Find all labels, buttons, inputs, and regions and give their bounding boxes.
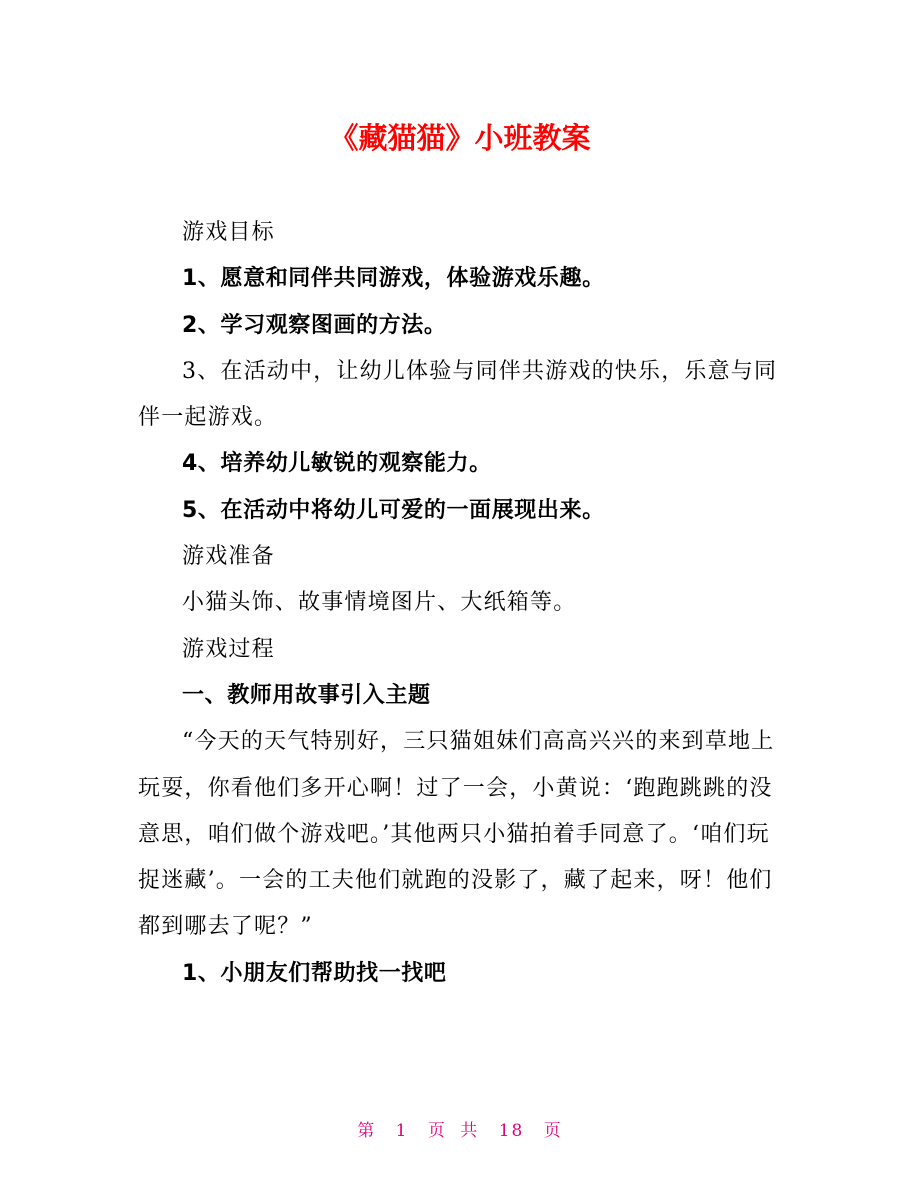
goal-item-5: 5、在活动中将幼儿可爱的一面展现出来。 [182, 497, 605, 523]
section-heading-process: 游戏过程 [182, 636, 275, 662]
footer-prefix: 第 [357, 1121, 377, 1141]
goal-item-2: 2、学习观察图画的方法。 [182, 312, 447, 338]
process-step-1-heading: 一、教师用故事引入主题 [182, 682, 431, 708]
footer-suffix: 页 [543, 1121, 563, 1141]
goal-item-1: 1、愿意和同伴共同游戏，体验游戏乐趣。 [182, 266, 605, 292]
goal-item-4: 4、培养幼儿敏锐的观察能力。 [182, 451, 492, 477]
page-footer [0, 1116, 920, 1141]
document-body [138, 210, 788, 997]
section-heading-preparation: 游戏准备 [182, 544, 275, 570]
goal-item-3: 3、在活动中，让幼儿体验与同伴共游戏的快乐，乐意与同伴一起游戏。 [138, 358, 778, 431]
section-heading-goals: 游戏目标 [182, 220, 275, 245]
document-title: 《藏猫猫》小班教案 [329, 121, 591, 155]
process-substep-1: 1、小朋友们帮助找一找吧 [182, 960, 447, 986]
preparation-materials: 小猫头饰、故事情境图片、大纸箱等。 [182, 590, 577, 616]
footer-page-number: 1 [395, 1121, 409, 1141]
footer-total-pages: 18 [498, 1121, 525, 1141]
story-paragraph: “今天的天气特别好，三只猫姐妹们高高兴兴的来到草地上玩耍，你看他们多开心啊！过了一会，小黄说：‘跑跑跳跳的没意思，咱们做个游戏吧。’其他两只小猫拍着手同意了。‘咱们玩捉迷藏’。一会的工夫他们就跑的没影了，藏了起来，呀！他们都到哪去了呢？” [138, 729, 775, 940]
footer-mid: 页 共 [427, 1121, 480, 1141]
